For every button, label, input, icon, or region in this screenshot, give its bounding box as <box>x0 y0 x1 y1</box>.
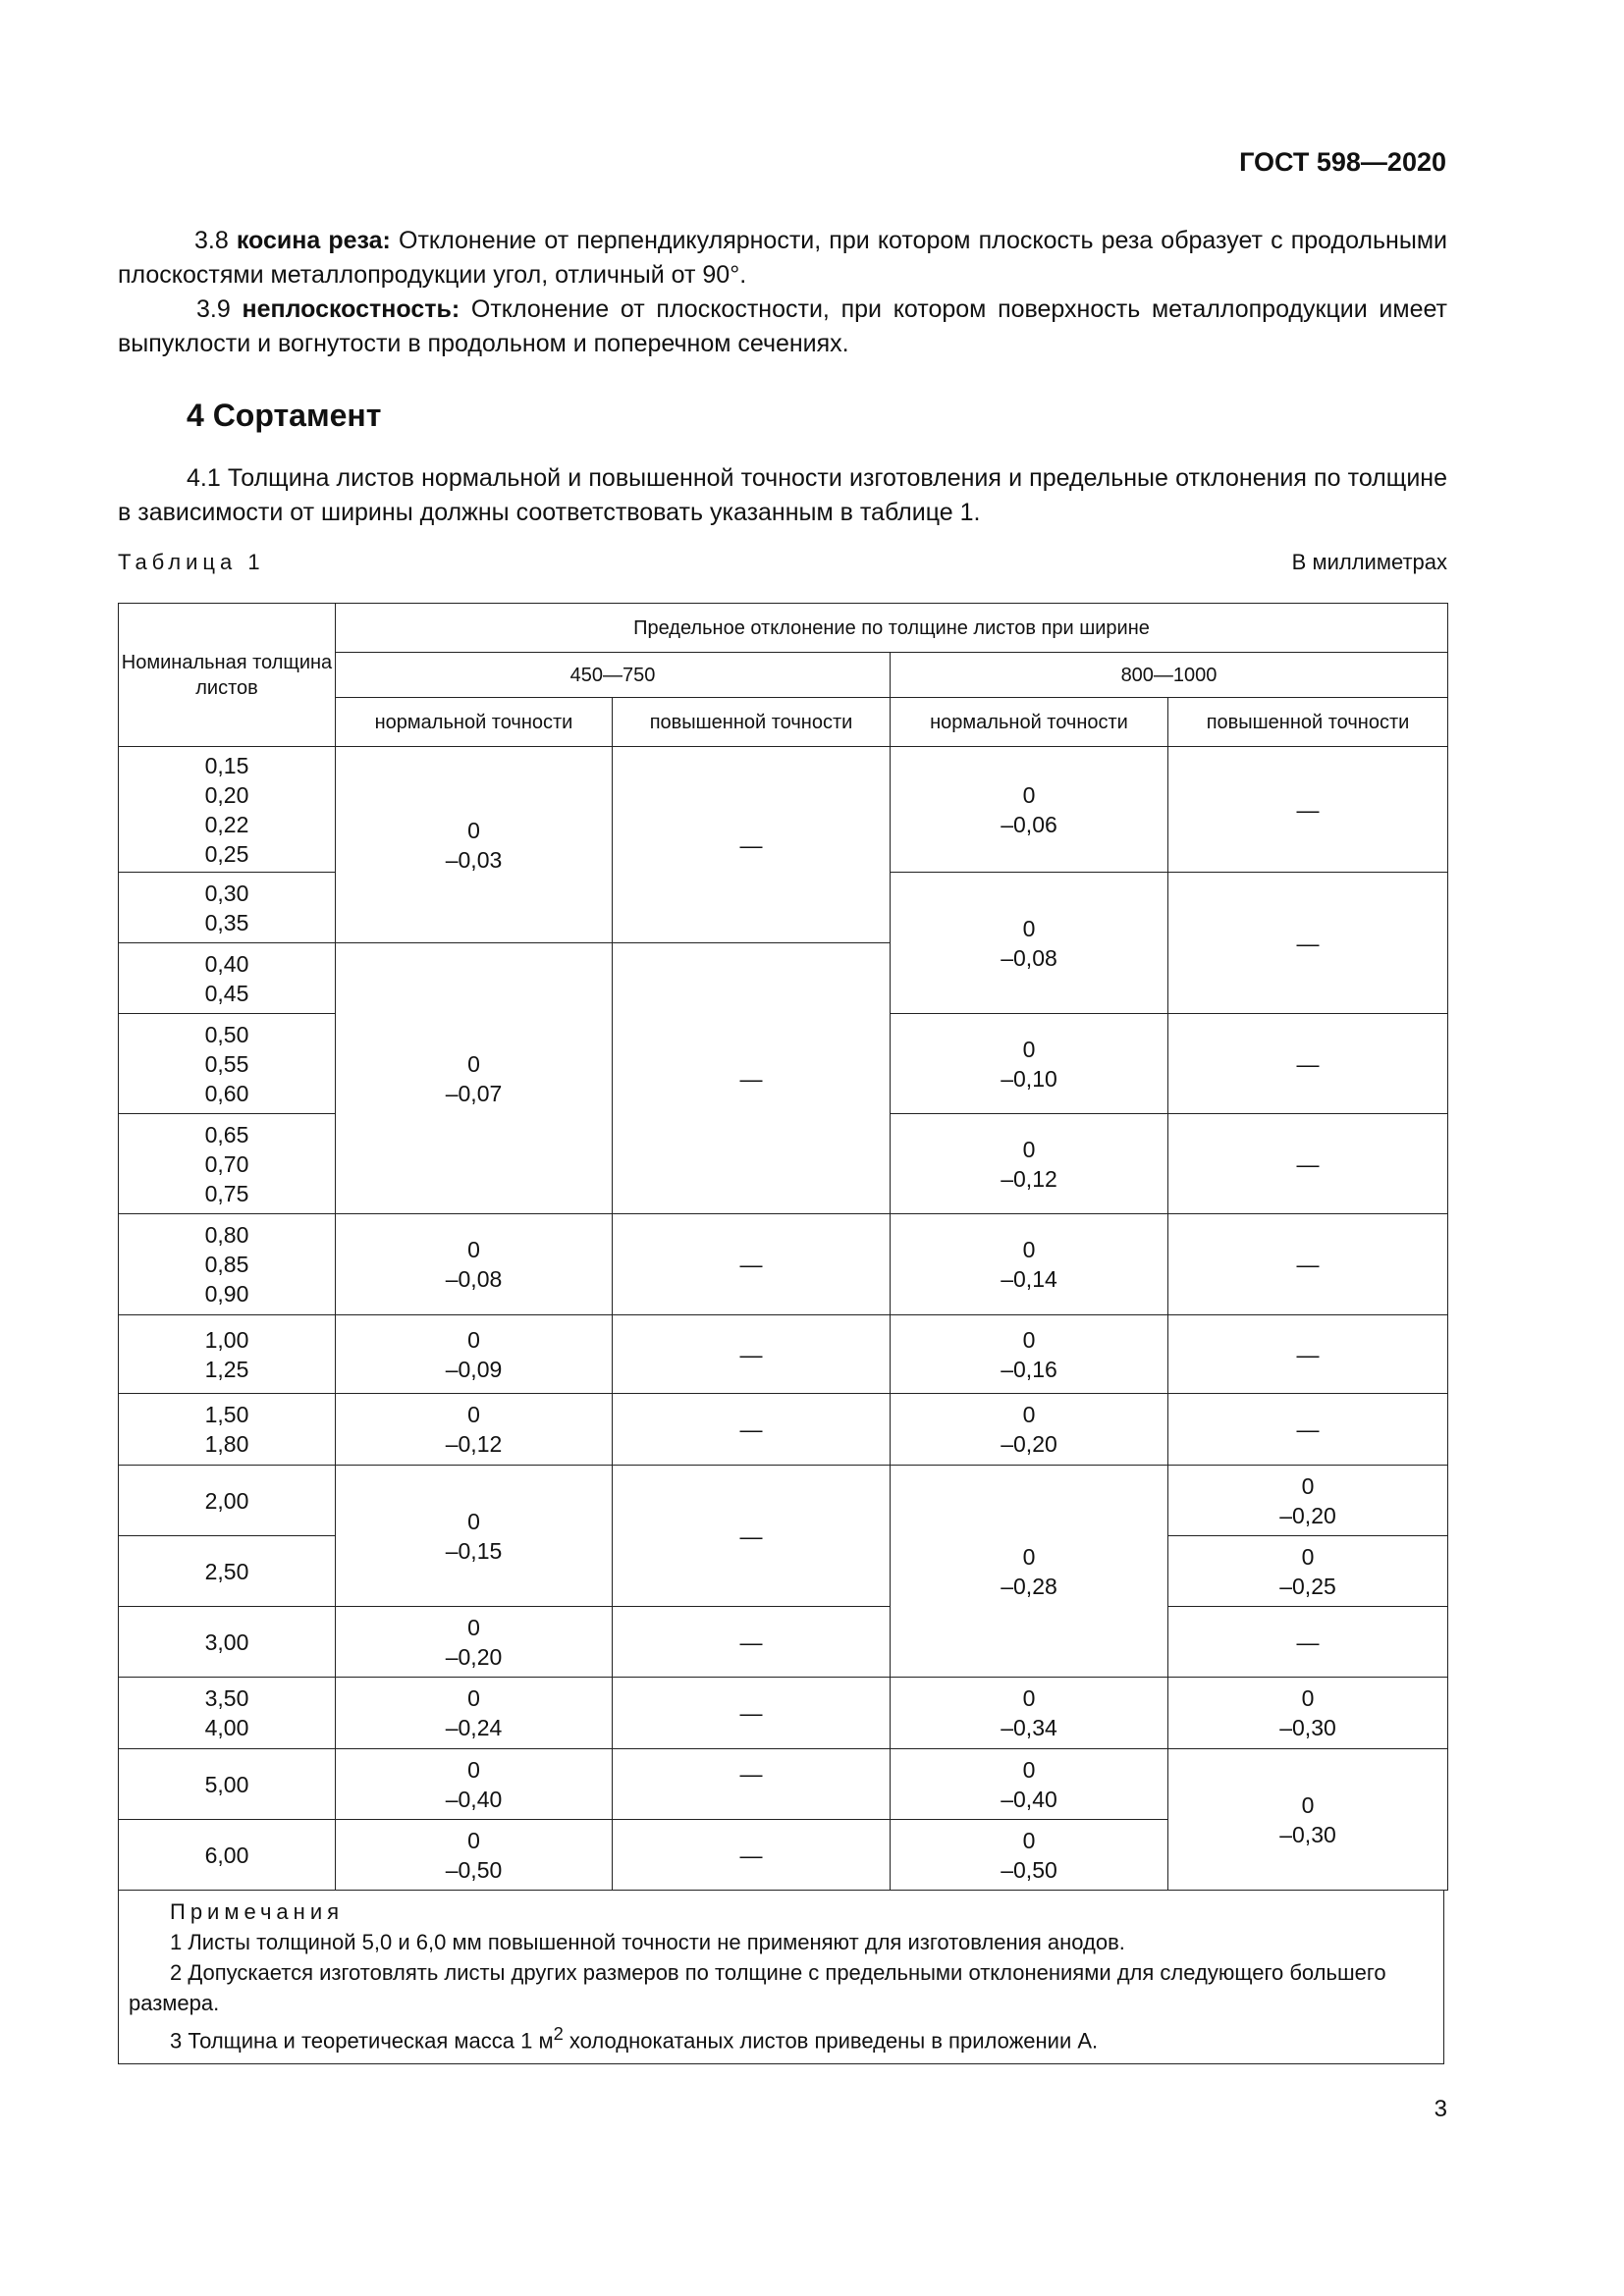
deviation-cell: — <box>1168 1394 1448 1466</box>
deviation-cell: 0 –0,15 <box>336 1466 613 1607</box>
thickness-cell: 3,50 4,00 <box>119 1678 336 1749</box>
thickness-cell: 0,80 0,85 0,90 <box>119 1214 336 1315</box>
header-width-800-1000: 800—1000 <box>891 653 1448 698</box>
deviation-cell: 0 –0,34 <box>891 1678 1168 1749</box>
deviation-cell: 0 –0,08 <box>336 1214 613 1315</box>
header-normal-2: нормальной точности <box>891 698 1168 747</box>
header-normal-1: нормальной точности <box>336 698 613 747</box>
thickness-cell: 2,50 <box>119 1536 336 1607</box>
header-deviation: Предельное отклонение по толщине листов при ширине <box>336 604 1448 653</box>
thickness-cell: 1,50 1,80 <box>119 1394 336 1466</box>
deviation-cell: 0 –0,16 <box>891 1315 1168 1394</box>
deviation-cell: — <box>613 1214 891 1315</box>
deviation-cell: — <box>613 1466 891 1607</box>
term-bevel: косина реза: <box>236 227 391 254</box>
thickness-cell: 3,00 <box>119 1607 336 1678</box>
deviation-cell: — <box>613 1394 891 1466</box>
deviation-cell: — <box>1168 873 1448 1014</box>
deviation-cell: — <box>613 1820 891 1891</box>
deviation-cell: 0 –0,50 <box>336 1820 613 1891</box>
deviation-cell: 0 –0,50 <box>891 1820 1168 1891</box>
deviation-cell: 0 –0,28 <box>891 1466 1168 1678</box>
deviation-cell: — <box>1168 747 1448 873</box>
page-number: 3 <box>1434 2096 1447 2122</box>
deviation-cell: 0 –0,06 <box>891 747 1168 873</box>
deviation-cell: — <box>613 943 891 1214</box>
thickness-cell: 0,50 0,55 0,60 <box>119 1014 336 1114</box>
clause-3-9: 3.9 неплоскостность: Отклонение от плоскостности, при котором поверхность металлопродукции имеет выпуклости и вогнутости в продольном и поперечном сечениях. <box>118 295 1448 357</box>
notes-label: Примечания <box>170 1899 345 1924</box>
thickness-cell: 6,00 <box>119 1820 336 1891</box>
table-notes <box>118 1891 1444 2064</box>
header-width-450-750: 450—750 <box>336 653 891 698</box>
deviation-cell: 0 –0,20 <box>1168 1466 1448 1536</box>
deviation-cell: — <box>1168 1315 1448 1394</box>
thickness-cell: 1,00 1,25 <box>119 1315 336 1394</box>
thickness-cell: 0,65 0,70 0,75 <box>119 1114 336 1214</box>
thickness-cell: 2,00 <box>119 1466 336 1536</box>
deviation-cell: 0 –0,20 <box>891 1394 1168 1466</box>
term-nonflatness: неплоскостность: <box>242 295 460 323</box>
clause-3-8: 3.8 косина реза: Отклонение от перпендикулярности, при котором плоскость реза образует с продольными плоскостями металлопродукции угол, отличный от 90°. <box>118 227 1447 289</box>
document-header: ГОСТ 598—2020 <box>1239 147 1446 177</box>
deviation-cell: 0 –0,12 <box>891 1114 1168 1214</box>
clause-4-1: 4.1 Толщина листов нормальной и повышенной точности изготовления и предельные отклонения по толщине в зависимости от ширины должны соответствовать указанным в таблице 1. <box>118 464 1447 526</box>
deviation-cell: — <box>613 1678 891 1749</box>
deviation-cell: 0 –0,30 <box>1168 1749 1448 1891</box>
table-caption: Таблица 1 <box>118 550 265 574</box>
header-high-1: повышенной точности <box>613 698 891 747</box>
deviation-cell: 0 –0,10 <box>891 1014 1168 1114</box>
deviation-cell: — <box>613 747 891 943</box>
deviation-cell: 0 –0,20 <box>336 1607 613 1678</box>
deviation-cell: 0 –0,40 <box>891 1749 1168 1820</box>
deviation-cell: — <box>1168 1607 1448 1678</box>
table-units: В миллиметрах <box>1291 550 1447 574</box>
deviation-cell: 0 –0,03 <box>336 747 613 943</box>
thickness-cell: 5,00 <box>119 1749 336 1820</box>
deviation-cell: 0 –0,25 <box>1168 1536 1448 1607</box>
thickness-cell: 0,30 0,35 <box>119 873 336 943</box>
table-1 <box>118 603 1447 2064</box>
deviation-cell: — <box>1168 1214 1448 1315</box>
deviation-cell: 0 –0,12 <box>336 1394 613 1466</box>
deviation-cell: 0 –0,09 <box>336 1315 613 1394</box>
section-title: 4 Сортамент <box>187 398 382 433</box>
deviation-cell: 0 –0,40 <box>336 1749 613 1820</box>
note-2: 2 Допускается изготовлять листы других размеров по толщине с предельными отклонениями для следующего большего размера. <box>129 1960 1386 2015</box>
deviation-cell: — <box>1168 1014 1448 1114</box>
deviation-cell: 0 –0,14 <box>891 1214 1168 1315</box>
note-3: 3 Толщина и теоретическая масса 1 $м^2$ холоднокатаных листов приведены в приложении А. <box>170 2023 1099 2054</box>
deviation-cell: 0 –0,24 <box>336 1678 613 1749</box>
deviation-cell: 0 –0,07 <box>336 943 613 1214</box>
header-thickness: Номинальная толщина листов <box>119 604 336 747</box>
thickness-cell: 0,15 0,20 0,22 0,25 <box>119 747 336 873</box>
deviation-cell: 0 –0,30 <box>1168 1678 1448 1749</box>
note-1: 1 Листы толщиной 5,0 и 6,0 мм повышенной точности не применяют для изготовления анодов. <box>170 1930 1125 1954</box>
deviation-cell: — <box>613 1607 891 1678</box>
header-high-2: повышенной точности <box>1168 698 1448 747</box>
thickness-cell: 0,40 0,45 <box>119 943 336 1014</box>
deviation-cell: — <box>613 1315 891 1394</box>
deviation-cell: 0 –0,08 <box>891 873 1168 1014</box>
deviation-cell: — <box>1168 1114 1448 1214</box>
deviation-cell: — <box>613 1749 891 1820</box>
